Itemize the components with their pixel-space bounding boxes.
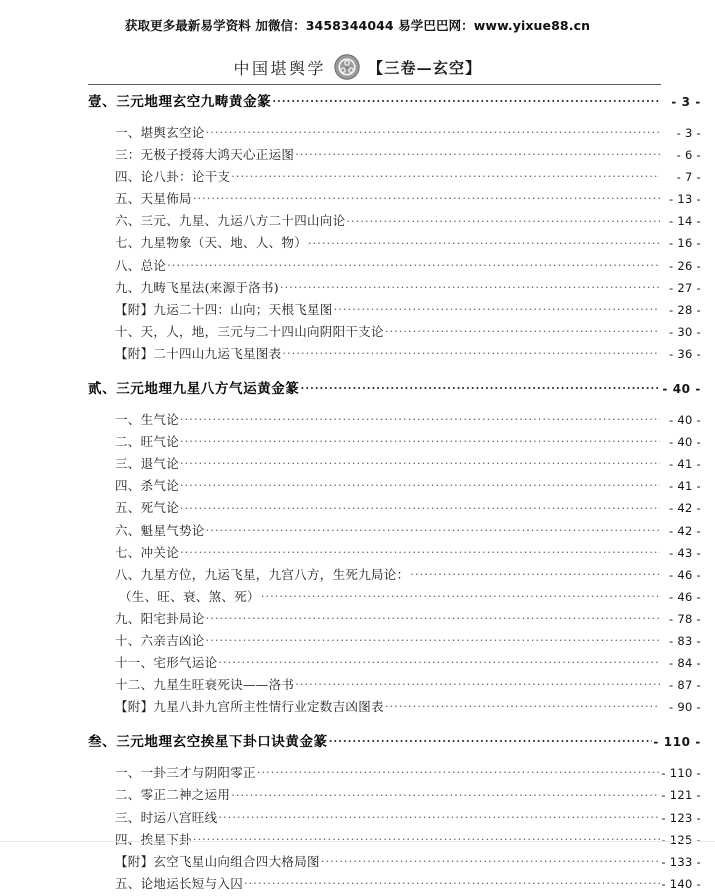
toc-entry-label: 一、一卦三才与阴阳零正 [115, 765, 256, 781]
book-title: 中国堪舆学 [233, 58, 327, 78]
toc-page-number: - 7 - [676, 170, 701, 185]
toc-entry-label: 十、六亲吉凶论 [115, 632, 205, 648]
toc-entry-row[interactable] [0, 410, 715, 432]
toc-entry-label: （生、旺、衰、煞、死） [119, 588, 260, 604]
toc-entry-label: 九、九畴飞星法(来源于洛书) [115, 279, 279, 295]
toc-dot-leader [218, 809, 660, 822]
toc-chapter-row[interactable] [0, 377, 715, 399]
toc-page-number: - 40 - [668, 413, 701, 428]
toc-page-number: - 41 - [668, 457, 701, 472]
toc-entry-label: 五、死气论 [115, 500, 180, 516]
toc-dot-leader [180, 500, 660, 513]
toc-chapter-label: 叁、三元地理玄空挨星下卦口诀黄金篆 [88, 734, 328, 751]
toc-chapter-row[interactable] [0, 90, 715, 112]
toc-entry-row[interactable] [0, 233, 715, 255]
toc-entry-row[interactable] [0, 256, 715, 278]
book-header [0, 52, 715, 82]
toc-dot-leader [280, 279, 660, 292]
toc-dot-leader [301, 380, 661, 394]
toc-dot-leader [206, 632, 660, 645]
toc-dot-leader [282, 345, 660, 358]
toc-page-number: - 46 - [668, 589, 701, 604]
toc-chapter-label: 壹、三元地理玄空九畴黄金篆 [88, 94, 272, 110]
toc-entry-label: 二、零正二神之运用 [115, 787, 231, 803]
toc-dot-leader [257, 765, 660, 778]
toc-entry-row[interactable] [0, 454, 715, 476]
toc-page-number: - 41 - [668, 479, 701, 494]
toc-entry-label: 一、生气论 [115, 412, 180, 428]
toc-entry-row[interactable] [0, 521, 715, 543]
toc-entry-label: 十一、宅形气运论 [115, 655, 218, 671]
toc-entry-label: 【附】二十四山九运飞星图表 [115, 345, 282, 361]
toc-entry-row[interactable] [0, 697, 715, 719]
toc-page-number: - 43 - [668, 545, 701, 560]
toc-dot-leader [329, 733, 653, 747]
toc-entry-label: 二、旺气论 [115, 434, 180, 450]
toc-entry-label: 七、九星物象（天、地、人、物） [115, 235, 308, 251]
toc-entry-label: 【附】九运二十四：山向；天根飞星图 [115, 301, 333, 317]
toc-entry-label: 四、杀气论 [115, 478, 180, 494]
toc-entry-row[interactable] [0, 432, 715, 454]
toc-entry-row[interactable] [0, 278, 715, 300]
page-bottom-divider [0, 841, 715, 842]
toc-dot-leader [180, 478, 660, 491]
toc-dot-leader [308, 235, 660, 248]
toc-page-number: - 123 - [661, 810, 701, 825]
toc-dot-leader [206, 522, 660, 535]
toc-entry-row[interactable] [0, 565, 715, 587]
toc-dot-leader [206, 125, 660, 138]
toc-dot-leader [218, 655, 660, 668]
toc-dot-leader [385, 323, 660, 336]
toc-dot-leader [180, 434, 660, 447]
toc-entry-label: 四、论八卦：论干支 [115, 169, 231, 185]
toc-chapter-label: 贰、三元地理九星八方气运黄金篆 [88, 381, 300, 398]
toc-dot-leader [295, 677, 660, 690]
toc-dot-leader [231, 787, 660, 800]
toc-block-gap [0, 719, 715, 730]
toc-entry-row[interactable] [0, 145, 715, 167]
toc-dot-leader [410, 566, 660, 579]
toc-page-number: - 46 - [668, 567, 701, 582]
table-of-contents [0, 90, 715, 896]
toc-entry-label: 八、九星方位，九运飞星，九宫八方，生死九局论： [115, 566, 410, 582]
promo-banner: 获取更多最新易学资料 加微信：3458344044 易学巴巴网：www.yixue88.cn [124, 18, 591, 33]
toc-dot-leader [167, 257, 660, 270]
toc-entry-row[interactable] [0, 123, 715, 145]
toc-entry-row[interactable] [0, 167, 715, 189]
toc-dot-leader [180, 456, 660, 469]
toc-entry-label: 八、总论 [115, 257, 167, 273]
toc-entry-label: 六、魁星气势论 [115, 522, 205, 538]
toc-entry-row[interactable] [0, 763, 715, 785]
toc-entry-label: 【附】玄空飞星山向组合四大格局图 [115, 853, 320, 869]
toc-page-number: - 28 - [668, 302, 701, 317]
toc-dot-leader [261, 588, 660, 601]
toc-dot-leader [180, 544, 660, 557]
toc-page-number: - 27 - [668, 280, 701, 295]
toc-entry-label: 五、论地运长短与入囚 [115, 875, 244, 891]
toc-entry-row[interactable] [0, 808, 715, 830]
toc-page-number: - 110 - [661, 766, 701, 781]
toc-chapter-row[interactable] [0, 730, 715, 752]
toc-entry-row[interactable] [0, 322, 715, 344]
toc-entry-row[interactable] [0, 653, 715, 675]
toc-page-number: - 16 - [668, 236, 701, 251]
toc-page-number: - 13 - [668, 192, 701, 207]
toc-entry-row[interactable] [0, 631, 715, 653]
toc-entry-row[interactable] [0, 344, 715, 366]
toc-entry-label: 五、天星佈局 [115, 191, 192, 207]
toc-page-number: - 3 - [671, 95, 701, 109]
toc-page-number: - 3 - [676, 126, 701, 140]
toc-entry-label: 四、挨星下卦 [115, 831, 192, 847]
toc-block-gap [0, 399, 715, 410]
toc-dot-leader [244, 875, 660, 888]
toc-dot-leader [231, 169, 660, 182]
toc-page-number: - 40 - [668, 435, 701, 450]
toc-page-number: - 133 - [661, 854, 701, 869]
toc-entry-label: 十、天，人，地，三元与二十四山向阴阳干支论 [115, 323, 384, 339]
toc-page-number: - 42 - [668, 501, 701, 516]
toc-entry-label: 一、堪舆玄空论 [115, 125, 205, 140]
toc-entry-row[interactable] [0, 587, 715, 609]
toc-block-gap [0, 752, 715, 763]
toc-block-gap [0, 112, 715, 123]
toc-entry-label: 七、冲关论 [115, 544, 180, 560]
toc-page-number: - 14 - [668, 214, 701, 229]
toc-dot-leader [295, 147, 660, 160]
toc-dot-leader [321, 853, 660, 866]
triple-spiral-emblem [334, 54, 360, 80]
toc-page-number: - 78 - [668, 611, 701, 626]
toc-page-number: - 121 - [661, 788, 701, 803]
header-divider [88, 84, 661, 85]
toc-dot-leader [193, 191, 660, 204]
toc-page-number: - 40 - [662, 382, 701, 397]
toc-page-number: - 6 - [676, 148, 701, 163]
toc-dot-leader [385, 699, 660, 712]
toc-entry-label: 三：无极子授蒋大鸿天心正运图 [115, 147, 295, 163]
toc-entry-row[interactable] [0, 874, 715, 896]
toc-page-number: - 87 - [668, 678, 701, 693]
toc-page-number: - 110 - [653, 735, 701, 750]
toc-entry-label: 九、阳宅卦局论 [115, 610, 205, 626]
toc-entry-row[interactable] [0, 675, 715, 697]
volume-label: 【三卷—玄空】 [368, 58, 482, 77]
toc-block-gap [0, 366, 715, 377]
toc-entry-label: 三、时运八宫旺线 [115, 809, 218, 825]
toc-entry-label: 十二、九星生旺衰死诀——洛书 [115, 677, 295, 693]
toc-page-number: - 140 - [661, 876, 701, 891]
toc-dot-leader [272, 93, 660, 107]
toc-dot-leader [206, 610, 660, 623]
toc-entry-row[interactable] [0, 211, 715, 233]
toc-entry-row[interactable] [0, 785, 715, 807]
toc-page-number: - 26 - [668, 258, 701, 273]
toc-page-number: - 84 - [668, 656, 701, 671]
toc-dot-leader [346, 213, 660, 226]
toc-entry-row[interactable] [0, 189, 715, 211]
toc-page-number: - 83 - [668, 633, 701, 648]
toc-entry-row[interactable] [0, 609, 715, 631]
toc-page-number: - 90 - [668, 700, 701, 715]
toc-entry-label: 三、退气论 [115, 456, 180, 472]
toc-entry-label: 六、三元、九星、九运八方二十四山向论 [115, 213, 346, 229]
toc-page-number: - 125 - [661, 832, 701, 847]
toc-entry-label: 【附】九星八卦九宫所主性情行业定数吉凶图表 [115, 699, 384, 715]
toc-dot-leader [180, 412, 660, 425]
toc-entry-row[interactable] [0, 300, 715, 322]
toc-entry-row[interactable] [0, 476, 715, 498]
toc-dot-leader [334, 301, 660, 314]
toc-entry-row[interactable] [0, 852, 715, 874]
toc-entry-row[interactable] [0, 498, 715, 520]
toc-page-number: - 30 - [668, 324, 701, 339]
toc-entry-row[interactable] [0, 543, 715, 565]
toc-page-number: - 36 - [668, 346, 701, 361]
toc-page-number: - 42 - [668, 523, 701, 538]
